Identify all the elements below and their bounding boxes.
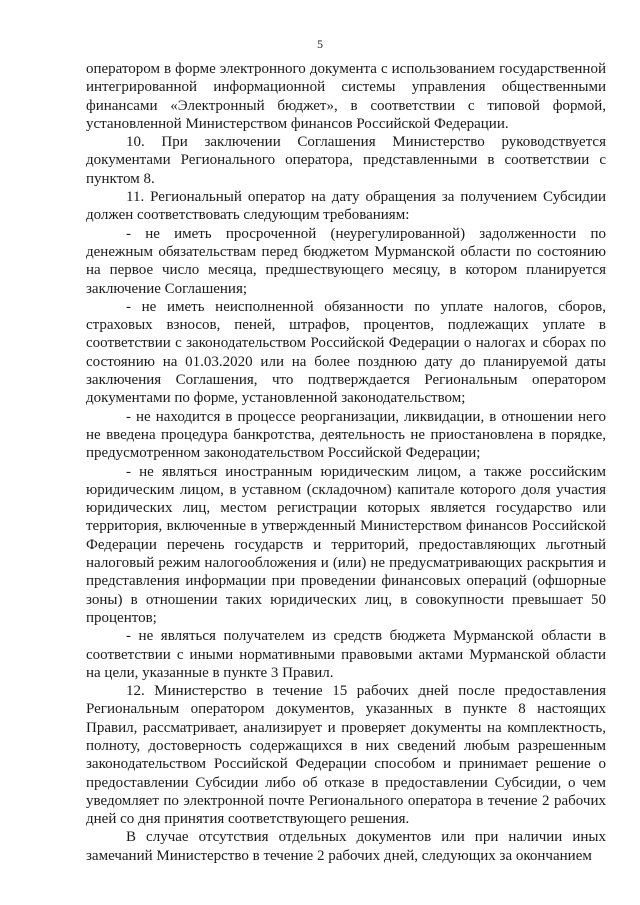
requirement-no-reorganization: - не находится в процессе реорганизации, ликвидации, в отношении него не введена процедура банкротства, деятельность не приостановлена в порядке, предусмотренном законодательством Российской Федерации; — [86, 408, 606, 462]
requirement-no-tax-arrears: - не иметь неисполненной обязанности по уплате налогов, сборов, страховых взносов, пеней, штрафов, процентов, подлежащих уплате в соответствии с законодательством Российской Федерации о налогах и сборах по состоянию на 01.03.2020 или на более позднюю дату до планируемой даты заключения Соглашения, что подтверждается Региональным оператором документами по форме, установленной законодательством; — [86, 298, 606, 407]
page-number: 5 — [317, 37, 323, 51]
paragraph-missing-documents: В случае отсутствия отдельных документов или при наличии иных замечаний Министерство в течение 2 рабочих дней, следующих за окончанием — [86, 829, 606, 864]
requirement-no-overdue-debt: - не иметь просроченной (неурегулированной) задолженности по денежным обязательствам перед бюджетом Мурманской области по состоянию на первое число месяца, предшествующего месяцу, в котором планируется заключение Соглашения; — [86, 225, 606, 297]
document-body — [86, 60, 606, 865]
requirement-no-other-funding: - не являться получателем из средств бюджета Мурманской области в соответствии с иными нормативными правовыми актами Мурманской области на цели, указанные в пункте 3 Правил. — [86, 628, 606, 681]
requirement-not-foreign-entity: - не являться иностранным юридическим лицом, а также российским юридическим лицом, в уставном (складочном) капитале которого доля участия юридических лиц, местом регистрации которых является государство или территория, включенные в утвержденный Министерством финансов Российской Федерации перечень государств и территорий, предоставляющих льготный налоговый режим налогообложения и (или) не предусматривающих раскрытия и представления информации при проведении финансовых операций (офшорные зоны) в отношении таких юридических лиц, в совокупности превышает 50 процентов; — [86, 463, 606, 626]
paragraph-item-11: 11. Региональный оператор на дату обращения за получением Субсидии должен соответствовать следующим требованиям: — [86, 189, 606, 224]
paragraph-item-12: 12. Министерство в течение 15 рабочих дней после предоставления Региональным оператором документов, указанных в пункте 8 настоящих Правил, рассматривает, анализирует и проверяет документы на комплектность, полноту, достоверность содержащихся в них сведений любым разрешенным законодательством Российской Федерации способом и принимает решение о предоставлении Субсидии либо об отказе в предоставлении Субсидии, о чем уведомляет по электронной почте Регионального оператора в течение 2 рабочих дней со дня принятия соответствующего решения. — [86, 683, 606, 828]
paragraph-item-10: 10. При заключении Соглашения Министерство руководствуется документами Регионального оператора, представленными в соответствии с пунктом 8. — [86, 134, 606, 187]
paragraph-continuation: оператором в форме электронного документа с использованием государственной интегрированной информационной системы управления общественными финансами «Электронный бюджет», в соответствии с типовой формой, установленной Министерством финансов Российской Федерации. — [86, 61, 606, 132]
